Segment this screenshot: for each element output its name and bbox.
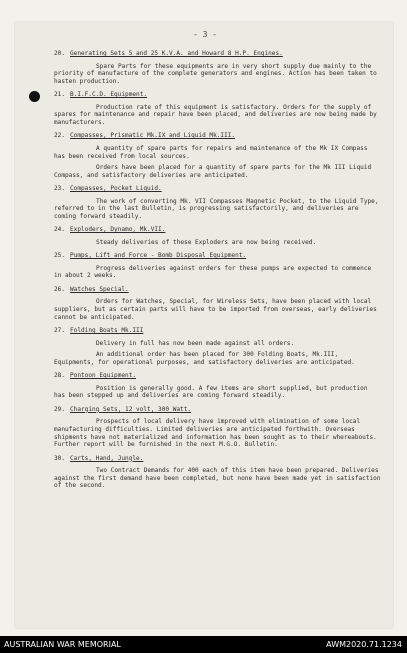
section-number: 23. xyxy=(54,185,66,193)
section-number: 24. xyxy=(54,226,66,234)
section xyxy=(54,286,381,321)
section-paragraph: Spare Parts for these equipments are in very short supply due mainly to the priority of manufacture of the complete generators and engines. Action has been taken to hasten production. xyxy=(54,62,377,85)
section-paragraph: An additional order has been placed for 300 Folding Boats, Mk.III, Equipments, for operational purposes, and satisfactory deliveries are anticipated. xyxy=(54,351,355,366)
document-body xyxy=(54,50,381,496)
section-heading xyxy=(54,91,381,99)
section-paragraph: Progress deliveries against orders for these pumps are expected to commence in about 2 weeks. xyxy=(54,264,372,280)
section-number: 21. xyxy=(54,91,66,99)
section-heading xyxy=(54,226,381,234)
section-heading xyxy=(54,132,381,140)
section-title: Charging Sets, 12 volt, 300 Watt. xyxy=(70,405,192,413)
section-title: Exploders, Dynamo, Mk.VII. xyxy=(70,226,166,234)
page-number: - 3 - xyxy=(193,30,218,39)
section-paragraph: Prospects of local delivery have improved with elimination of some local manufacturing difficulties. Limited deliveries are anticipated forthwith. Overseas shipments have not materialized and information has been sought as to their whereabouts. Further report will be furnished in the next M.G.O. Bulletin. xyxy=(54,418,377,449)
section-title: Compasses, Prismatic Mk.IX and Liquid Mk.III. xyxy=(70,132,236,140)
section-heading xyxy=(54,406,381,414)
section xyxy=(54,50,381,85)
footer-bar xyxy=(0,636,407,653)
section-paragraph: A quantity of spare parts for repairs and maintenance of the Mk IX Compass has been received from local sources. xyxy=(54,144,368,160)
section-heading xyxy=(54,455,381,463)
footer-accession-number: AWM2020.71.1234 xyxy=(326,640,402,649)
section xyxy=(54,185,381,220)
section-title: Pontoon Equipment. xyxy=(70,372,137,380)
section-heading xyxy=(54,372,381,380)
section-paragraph: The work of converting Mk. VII Compasses Magnetic Pocket, to the Liquid Type, referred to in the last Bulletin, is progressing satisfactorily, and deliveries are coming forward steadily. xyxy=(54,197,379,220)
section-heading xyxy=(54,327,381,335)
section-title: Compasses, Pocket Liquid. xyxy=(70,185,162,193)
footer-institution: AUSTRALIAN WAR MEMORIAL xyxy=(4,640,121,649)
section xyxy=(54,132,381,179)
section-number: 20. xyxy=(54,50,66,57)
section-number: 26. xyxy=(54,285,66,293)
section xyxy=(54,91,381,126)
section xyxy=(54,406,381,449)
section-title: Carts, Hand, Jungle. xyxy=(70,454,144,462)
section-paragraph: Position is generally good. A few items are short supplied, but production has been stepped up and deliveries are coming forward steadily. xyxy=(54,384,368,400)
section-heading xyxy=(54,286,381,294)
section xyxy=(54,455,381,490)
section-title: Watches Special. xyxy=(70,285,129,293)
section-paragraph: Orders for Watches, Special, for Wireless Sets, have been placed with local suppliers, but as certain parts will have to be imported from overseas, early deliveries cannot be anticipated. xyxy=(54,298,377,321)
section-paragraph: Orders have been placed for a quantity of spare parts for the Mk III Liquid Compass, and satisfactory deliveries are anticipated. xyxy=(54,164,372,179)
section-number: 22. xyxy=(54,132,66,140)
section xyxy=(54,372,381,400)
section-paragraph: Production rate of this equipment is satisfactory. Orders for the supply of spares for maintenance and repair have been placed, and deliveries are now being made by manufacturers. xyxy=(54,103,377,126)
section xyxy=(54,252,381,280)
section-number: 30. xyxy=(54,454,66,462)
section-number: 25. xyxy=(54,252,66,260)
section-heading xyxy=(54,252,381,260)
section-heading xyxy=(54,185,381,193)
section-paragraph: Steady deliveries of these Exploders are now being received. xyxy=(96,238,317,246)
section-number: 28. xyxy=(54,372,66,380)
section-number: 29. xyxy=(54,405,66,413)
section-paragraph: Two Contract Demands for 400 each of this item have been prepared. Deliveries against the first demand have been completed, but none have been made yet in satisfaction of the second. xyxy=(54,467,381,490)
section-title: B.I.F.C.D. Equipment. xyxy=(70,91,148,99)
section-number: 27. xyxy=(54,327,66,335)
section xyxy=(54,226,381,246)
section-paragraph: Delivery in full has now been made against all orders. xyxy=(96,339,295,347)
section-title: Generating Sets 5 and 25 K.V.A. and Howard 8 H.P. Engines. xyxy=(70,50,283,57)
punch-hole xyxy=(29,91,40,102)
section-title: Pumps, Lift and Force - Bomb Disposal Equipment. xyxy=(70,252,247,260)
section xyxy=(54,327,381,366)
section-heading xyxy=(54,50,381,58)
section-title: Folding Boats Mk.III xyxy=(70,327,144,335)
